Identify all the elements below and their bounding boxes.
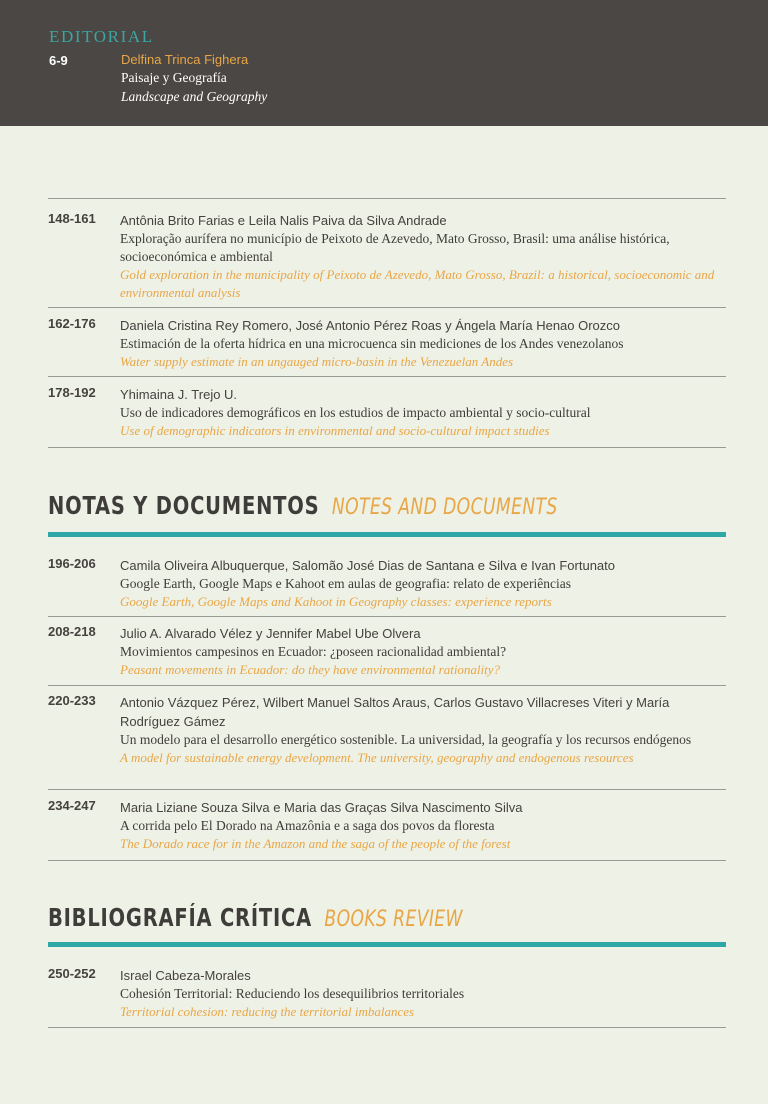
divider bbox=[48, 447, 726, 448]
section-title: NOTAS Y DOCUMENTOS bbox=[48, 491, 320, 520]
section-bar bbox=[48, 942, 726, 947]
section-subtitle: BOOKS REVIEW bbox=[324, 907, 463, 932]
entry-title: Movimientos campesinos en Ecuador: ¿poseen racionalidad ambiental? bbox=[120, 644, 507, 659]
entry-pages: 208-218 bbox=[48, 624, 96, 639]
entry-title: A corrida pelo El Dorado na Amazônia e a saga dos povos da floresta bbox=[120, 818, 495, 833]
divider bbox=[48, 860, 726, 861]
editorial-pages: 6-9 bbox=[49, 53, 68, 68]
entry-title-en: Territorial cohesion: reducing the territorial imbalances bbox=[120, 1004, 415, 1019]
entry-title-en: A model for sustainable energy development. The university, geography and endogenous resources bbox=[120, 750, 634, 765]
entry-authors: Maria Liziane Souza Silva e Maria das Graças Silva Nascimento Silva bbox=[120, 800, 523, 815]
entry-title-en: Gold exploration in the municipality of Peixoto de Azevedo, Mato Grosso, Brazil: a historical, socioeconomic and environmental analysis bbox=[120, 267, 715, 300]
section-heading-notas bbox=[48, 491, 558, 520]
entry-authors: Yhimaina J. Trejo U. bbox=[120, 387, 238, 402]
entry-pages: 148-161 bbox=[48, 211, 96, 226]
section-bar bbox=[48, 532, 726, 537]
editorial-header bbox=[0, 0, 768, 126]
entry-pages: 162-176 bbox=[48, 316, 96, 331]
entry-authors: Julio A. Alvarado Vélez y Jennifer Mabel Ube Olvera bbox=[120, 626, 421, 641]
divider bbox=[48, 1027, 726, 1028]
editorial-title-en: Landscape and Geography bbox=[121, 89, 268, 104]
entry-authors: Antônia Brito Farias e Leila Nalis Paiva da Silva Andrade bbox=[120, 213, 447, 228]
editorial-author: Delfina Trinca Fighera bbox=[121, 52, 249, 67]
entry-title-en: Peasant movements in Ecuador: do they have environmental rationality? bbox=[120, 662, 501, 677]
entry-authors: Camila Oliveira Albuquerque, Salomão José Dias de Santana e Silva e Ivan Fortunato bbox=[120, 558, 616, 573]
entry-pages: 196-206 bbox=[48, 556, 96, 571]
entry-pages: 220-233 bbox=[48, 693, 96, 708]
divider bbox=[48, 616, 726, 617]
section-subtitle: NOTES AND DOCUMENTS bbox=[331, 495, 558, 520]
divider bbox=[48, 198, 726, 199]
entry-title: Google Earth, Google Maps e Kahoot em aulas de geografia: relato de experiências bbox=[120, 576, 571, 591]
entry-authors: Antonio Vázquez Pérez, Wilbert Manuel Saltos Araus, Carlos Gustavo Villacreses Viteri y María Rodríguez Gámez bbox=[120, 695, 670, 729]
entry-pages: 178-192 bbox=[48, 385, 96, 400]
divider bbox=[48, 376, 726, 377]
entry-title-en: The Dorado race for in the Amazon and the saga of the people of the forest bbox=[120, 836, 511, 851]
entry-pages: 250-252 bbox=[48, 966, 96, 981]
divider bbox=[48, 789, 726, 790]
entry-title: Estimación de la oferta hídrica en una microcuenca sin mediciones de los Andes venezolanos bbox=[120, 336, 624, 351]
entry-title-en: Use of demographic indicators in environmental and socio-cultural impact studies bbox=[120, 423, 550, 438]
section-heading-bibliografia bbox=[48, 903, 463, 932]
entry-pages: 234-247 bbox=[48, 798, 96, 813]
divider bbox=[48, 685, 726, 686]
entry-title: Exploração aurífera no município de Peixoto de Azevedo, Mato Grosso, Brasil: uma análise histórica, socioeconómica e ambiental bbox=[120, 231, 670, 264]
entry-authors: Israel Cabeza-Morales bbox=[120, 968, 251, 983]
editorial-title: Paisaje y Geografía bbox=[121, 70, 227, 85]
editorial-label: EDITORIAL bbox=[49, 27, 154, 46]
entry-authors: Daniela Cristina Rey Romero, José Antonio Pérez Roas y Ángela María Henao Orozco bbox=[120, 318, 621, 333]
section-title: BIBLIOGRAFÍA CRÍTICA bbox=[48, 903, 312, 932]
entry-title: Un modelo para el desarrollo energético sostenible. La universidad, la geografía y los recursos endógenos bbox=[120, 732, 692, 747]
divider bbox=[48, 307, 726, 308]
entry-title: Cohesión Territorial: Reduciendo los desequilibrios territoriales bbox=[120, 986, 465, 1001]
entry-title-en: Google Earth, Google Maps and Kahoot in Geography classes: experience reports bbox=[120, 594, 552, 609]
entry-title-en: Water supply estimate in an ungauged micro-basin in the Venezuelan Andes bbox=[120, 354, 514, 369]
entry-title: Uso de indicadores demográficos en los estudios de impacto ambiental y socio-cultural bbox=[120, 405, 591, 420]
